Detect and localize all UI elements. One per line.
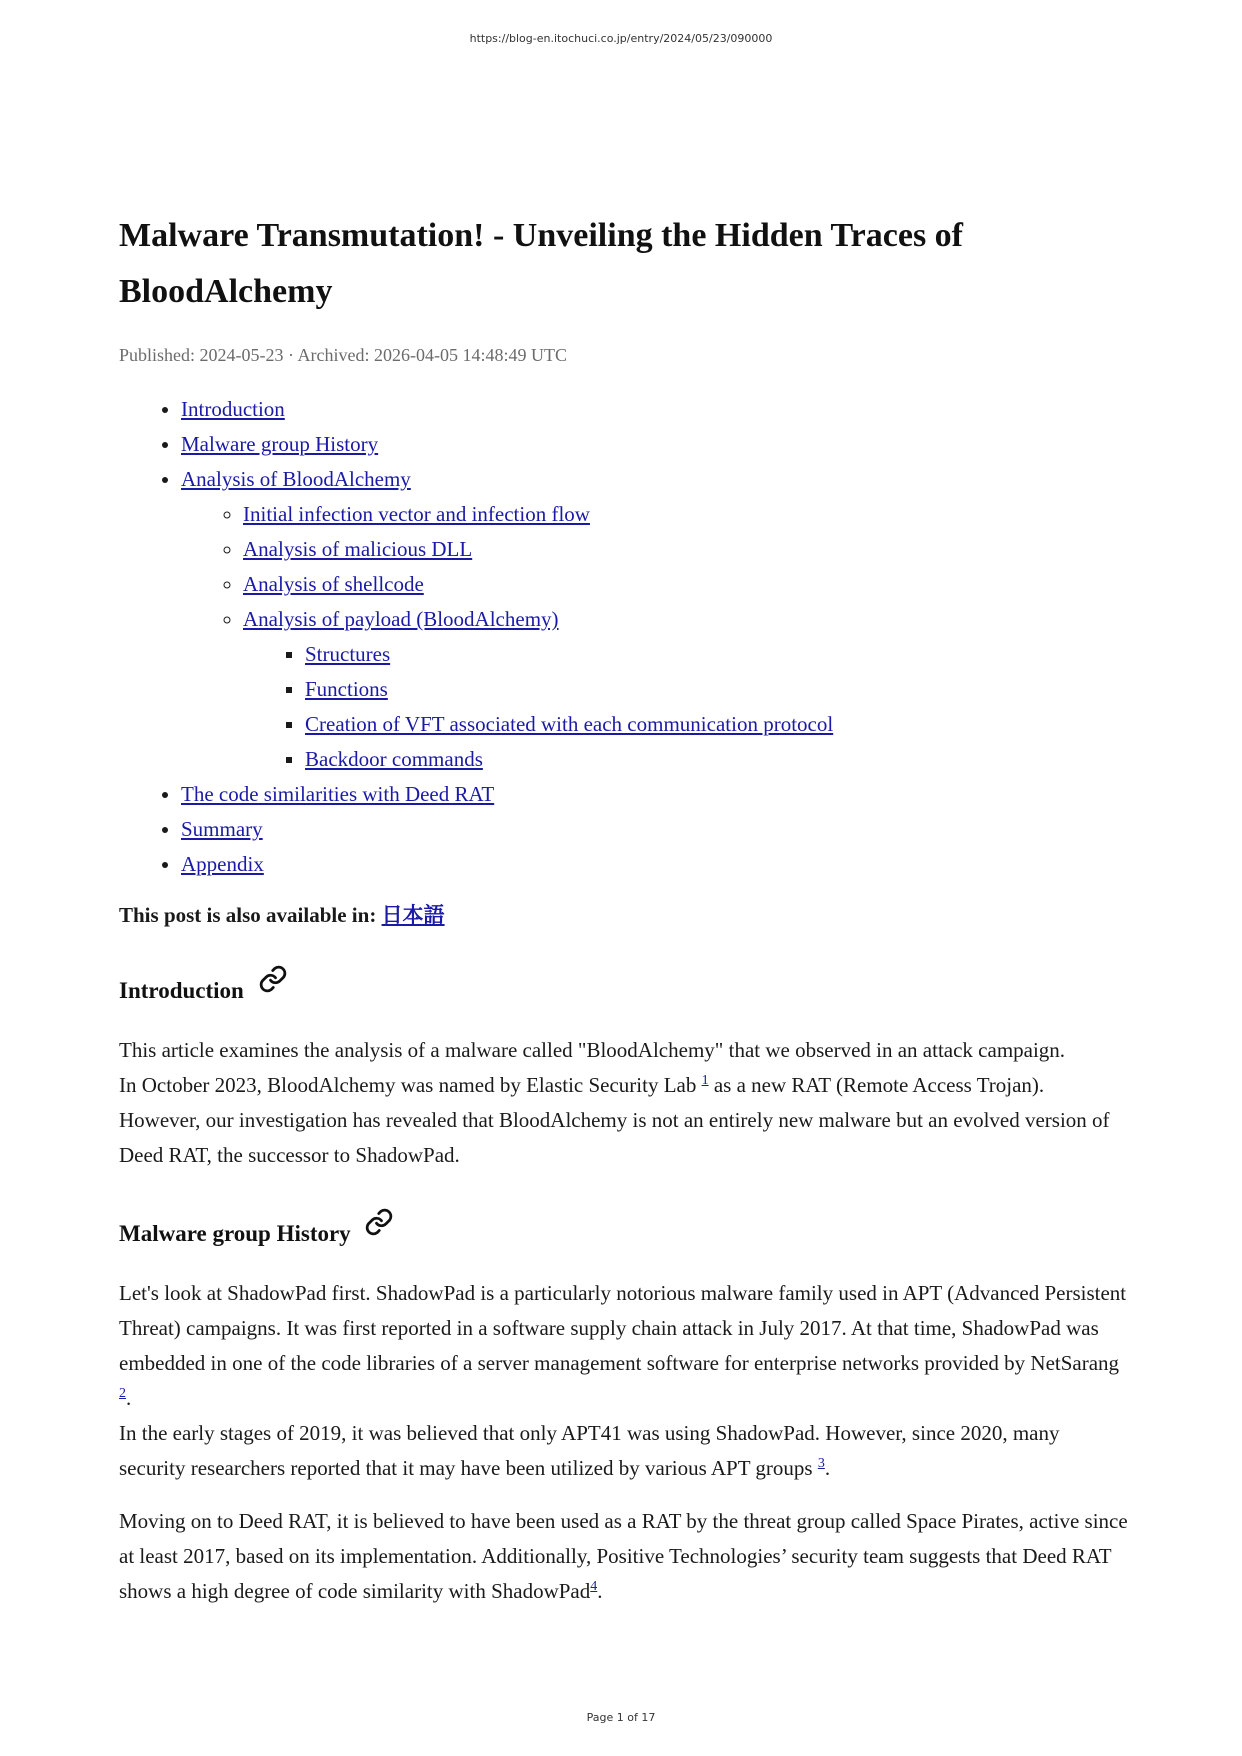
section-heading-introduction bbox=[119, 964, 1129, 1011]
toc-sublist bbox=[181, 497, 1129, 777]
toc-link-summary[interactable]: Summary bbox=[181, 817, 263, 841]
toc-item bbox=[181, 462, 1129, 777]
table-of-contents bbox=[119, 392, 1129, 882]
footnote-link-1[interactable]: 1 bbox=[701, 1073, 709, 1088]
toc-link-analysis-of-bloodalchemy[interactable]: Analysis of BloodAlchemy bbox=[181, 467, 411, 491]
link-icon[interactable] bbox=[364, 1207, 394, 1250]
toc-link-deed-rat-similarities[interactable]: The code similarities with Deed RAT bbox=[181, 782, 495, 806]
deed-rat-paragraph bbox=[119, 1504, 1129, 1609]
japanese-language-link[interactable]: 日本語 bbox=[381, 903, 445, 927]
link-icon[interactable] bbox=[258, 964, 288, 1007]
section-heading-text: Introduction bbox=[119, 978, 244, 1003]
toc-item bbox=[181, 847, 1129, 882]
toc-link-shellcode[interactable]: Analysis of shellcode bbox=[243, 572, 424, 596]
toc-link-introduction[interactable]: Introduction bbox=[181, 397, 285, 421]
toc-item bbox=[181, 427, 1129, 462]
intro-text: as a new RAT (Remote Access Trojan). bbox=[708, 1073, 1045, 1097]
article-title: Malware Transmutation! - Unveiling the Hidden Traces of BloodAlchemy bbox=[119, 217, 964, 310]
intro-text: In October 2023, BloodAlchemy was named by Elastic Security Lab bbox=[119, 1073, 702, 1097]
toc-item bbox=[305, 672, 1129, 707]
language-prefix: This post is also available in: bbox=[119, 903, 377, 927]
footnote-link-2[interactable]: 2 bbox=[119, 1386, 126, 1401]
toc-link-appendix[interactable]: Appendix bbox=[181, 852, 264, 876]
toc-link-backdoor-commands[interactable]: Backdoor commands bbox=[305, 747, 483, 771]
footnote-link-4[interactable]: 4 bbox=[590, 1579, 598, 1594]
toc-item bbox=[243, 567, 1129, 602]
toc-link-initial-infection-vector[interactable]: Initial infection vector and infection flow bbox=[243, 502, 590, 526]
history-text: Let's look at ShadowPad first. ShadowPad is a particularly notorious malware family used in APT (Advanced Persistent Threat) campaigns. It was first reported in a software supply chain attack in July 2017. At that time, ShadowPad was embedded in one of the code libraries of a server management software for enterprise networks provided by NetSarang bbox=[119, 1281, 1127, 1375]
toc-link-vft-creation[interactable]: Creation of VFT associated with each communication protocol bbox=[305, 712, 834, 736]
toc-link-functions[interactable]: Functions bbox=[305, 677, 388, 701]
intro-text: This article examines the analysis of a malware called "BloodAlchemy" that we observed in an attack campaign. bbox=[119, 1038, 1066, 1062]
toc-sublist bbox=[243, 637, 1129, 777]
intro-text: However, our investigation has revealed that BloodAlchemy is not an entirely new malware but an evolved version of Deed RAT, the successor to ShadowPad. bbox=[119, 1108, 1110, 1167]
history-text: In the early stages of 2019, it was believed that only APT41 was using ShadowPad. However, since 2020, many security researchers reported that it may have been utilized by various APT groups bbox=[119, 1421, 1060, 1480]
toc-item bbox=[181, 777, 1129, 812]
toc-item bbox=[243, 532, 1129, 567]
history-text: . bbox=[597, 1579, 603, 1603]
history-text: . bbox=[126, 1386, 132, 1410]
toc-item bbox=[181, 812, 1129, 847]
section-heading-text: Malware group History bbox=[119, 1221, 351, 1246]
toc-item bbox=[305, 742, 1129, 777]
toc-link-malware-group-history[interactable]: Malware group History bbox=[181, 432, 379, 456]
toc-item bbox=[243, 602, 1129, 777]
page-number: Page 1 of 17 bbox=[586, 1711, 656, 1724]
toc-item bbox=[305, 707, 1129, 742]
article-meta: Published: 2024-05-23 · Archived: 2026-04-05 14:48:49 UTC bbox=[119, 345, 567, 365]
history-paragraph bbox=[119, 1276, 1129, 1486]
toc-link-payload[interactable]: Analysis of payload (BloodAlchemy) bbox=[243, 607, 559, 631]
language-availability bbox=[119, 900, 1129, 930]
toc-link-structures[interactable]: Structures bbox=[305, 642, 391, 666]
toc-item bbox=[181, 392, 1129, 427]
footnote-link-3[interactable]: 3 bbox=[817, 1456, 825, 1471]
toc-link-malicious-dll[interactable]: Analysis of malicious DLL bbox=[243, 537, 473, 561]
page-url: https://blog-en.itochuci.co.jp/entry/2024/05/23/090000 bbox=[469, 32, 773, 45]
section-heading-malware-group-history bbox=[119, 1207, 1129, 1254]
toc-item bbox=[305, 637, 1129, 672]
article bbox=[119, 208, 1129, 1609]
intro-paragraph bbox=[119, 1033, 1129, 1173]
toc-item bbox=[243, 497, 1129, 532]
history-text: Moving on to Deed RAT, it is believed to have been used as a RAT by the threat group called Space Pirates, active since at least 2017, based on its implementation. Additionally, Positive Technologies’ security team suggests that Deed RAT shows a high degree of code similarity with ShadowPad bbox=[119, 1509, 1128, 1603]
history-text: . bbox=[824, 1456, 831, 1480]
